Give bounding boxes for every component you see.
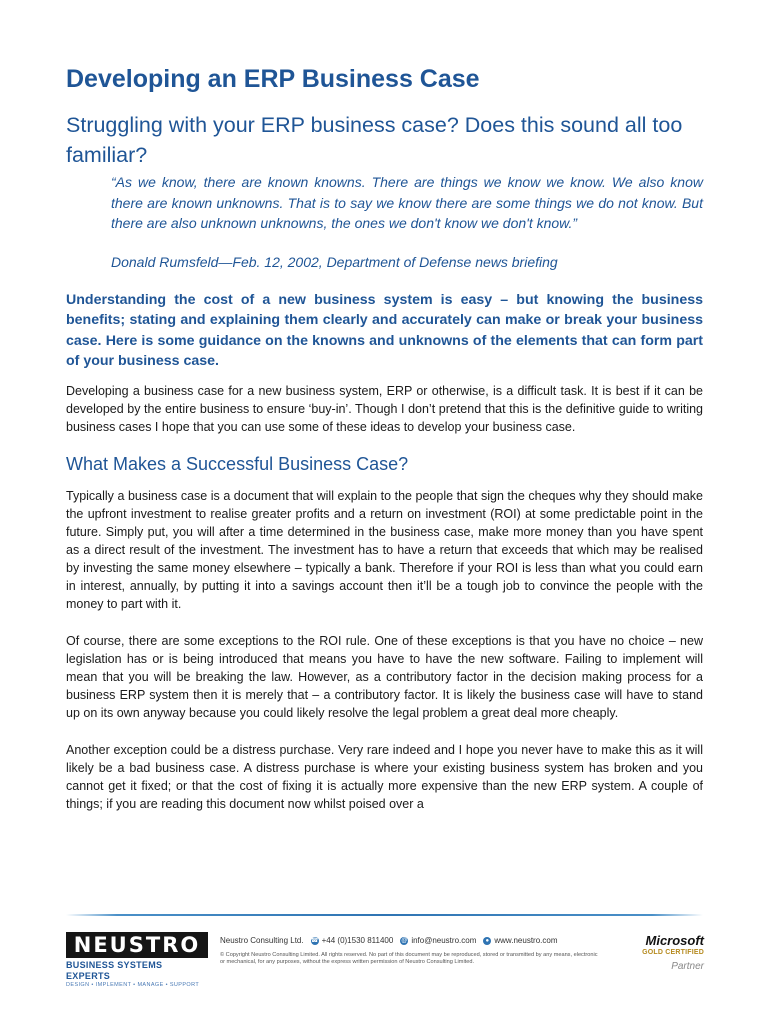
phone-icon: ☎: [310, 938, 319, 944]
quote-attribution: Donald Rumsfeld—Feb. 12, 2002, Department of Defense news briefing: [111, 253, 558, 270]
copyright-notice: © Copyright Neustro Consulting Limited. All rights reserved. No part of this document may be reproduced, stored or transmitted by any means, electronic or mechanical, for any purposes, without the express written permission of Neustro Consulting Limited.: [220, 952, 598, 965]
email-icon: @: [401, 938, 408, 944]
gold-certified-label: GOLD CERTIFIED: [642, 949, 704, 956]
document-body: [66, 62, 703, 813]
neustro-logo: [66, 932, 208, 988]
company-name: Neustro Consulting Ltd.: [220, 936, 304, 945]
paragraph-roi: Typically a business case is a document that will explain to the people that sign the cheques why they should make the upfront investment to realise greater profits and a return on investment (ROI) at some predictable point in the future. Simply put, you will after a time determined in the business case, make more money than you have spent as a direct result of the investment. The investment has to have a return that exceeds that which may be realised by investing the same money elsewhere – typically a bank. Therefore if your ROI is less than what you could earn in interest, annually, by putting it into a savings account then it’ll be a tough job to convince the people with the money to part with it.: [66, 488, 703, 611]
paragraph-exceptions: Of course, there are some exceptions to the ROI rule. One of these exceptions is that you have no choice – new legislation has or is being introduced that means you have to have the new software. Failing to implement will mean that you will be breaking the law. However, as a contributory factor in the decision making process for a business ERP system then it is merely that – a contributory factor. It is likely the business case will have to stand up on its own anyway because you could likely resolve the legal problem a great deal more cheaply.: [66, 633, 703, 720]
company-phone: +44 (0)1530 811400: [321, 936, 394, 945]
document-title: Developing an ERP Business Case: [66, 65, 480, 93]
logo-subline: DESIGN • IMPLEMENT • MANAGE • SUPPORT: [66, 982, 200, 988]
paragraph-distress-purchase: Another exception could be a distress purchase. Very rare indeed and I hope you never have to make this as it will likely be a bad business case. A distress purchase is where your existing business system has broken and you cannot get it fixed; or that the cost of fixing it is actually more expensive than the new ERP system. A couple of things; if you are reading this document now whilst poised over a: [66, 742, 703, 811]
logo-tagline: BUSINESS SYSTEMS EXPERTS: [66, 960, 163, 981]
footer-contact: [220, 936, 600, 966]
partner-label: Partner: [671, 961, 704, 972]
document-subtitle: Struggling with your ERP business case? Does this sound all too familiar?: [66, 113, 683, 167]
rumsfeld-quote: “As we know, there are known knowns. There are things we know we know. We also know there are known unknowns. That is to say we know there are some things we do not know. But there are also unknown unknowns, the ones we don't know we don't know.”: [111, 174, 703, 231]
footer-divider: [66, 914, 703, 916]
lead-paragraph: Understanding the cost of a new business system is easy – but knowing the business benefits; stating and explaining them clearly and accurately can make or break your business case. Here is some guidance on the knowns and unknowns of the elements that can form part of your business case.: [66, 291, 703, 370]
logo-wordmark: NEUSTRO: [66, 932, 208, 958]
company-email: info@neustro.com: [411, 936, 477, 945]
section-heading: What Makes a Successful Business Case?: [66, 453, 409, 474]
company-website: www.neustro.com: [494, 936, 558, 945]
microsoft-partner-badge: [624, 934, 704, 974]
globe-icon: ●: [483, 937, 491, 945]
microsoft-logo-text: Microsoft: [645, 933, 704, 948]
intro-paragraph: Developing a business case for a new business system, ERP or otherwise, is a difficult task. It is best if it can be developed by the entire business to ensure ‘buy-in’. Though I don’t pretend that this is the definitive guide to writing business cases I hope that you can use some of these ideas to develop your business case.: [66, 383, 703, 434]
